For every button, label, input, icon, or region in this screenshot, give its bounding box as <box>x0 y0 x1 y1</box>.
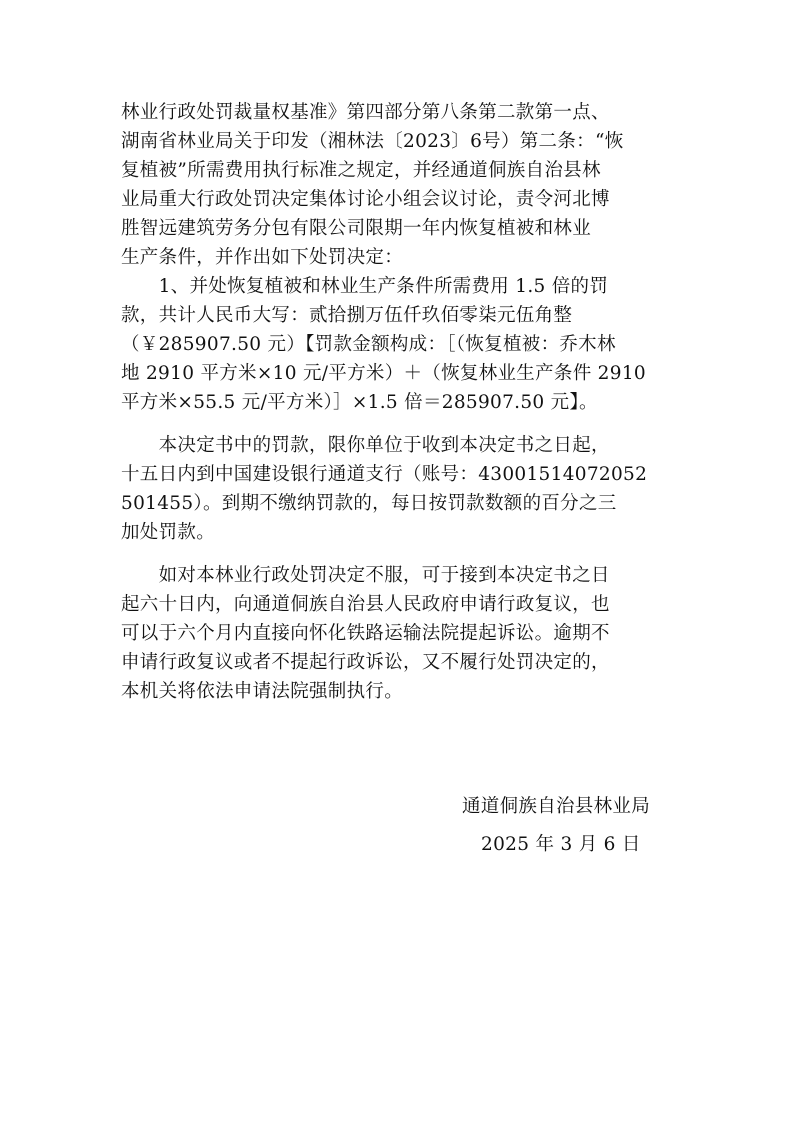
text-line: 业局重大行政处罚决定集体讨论小组会议讨论，责令河北博 <box>121 189 610 210</box>
paragraph-appeal <box>121 561 681 706</box>
text-line: 平方米×55.5 元/平方米）］×1.5 倍＝285907.50 元】。 <box>121 392 598 413</box>
issuing-authority: 通道侗族自治县林业局 <box>462 796 651 817</box>
text-line: 申请行政复议或者不提起行政诉讼，又不履行处罚决定的， <box>121 652 610 673</box>
text-line: 起六十日内，向通道侗族自治县人民政府申请行政复议，也 <box>121 594 610 615</box>
text-line: 胜智远建筑劳务分包有限公司限期一年内恢复植被和林业 <box>121 218 592 239</box>
signature-block <box>462 788 650 864</box>
text-line: 款，共计人民币大写：贰拾捌万伍仟玖佰零柒元伍角整 <box>121 305 573 326</box>
text-line: 本决定书中的罚款，限你单位于收到本决定书之日起， <box>121 435 610 456</box>
text-line: 十五日内到中国建设银行通道支行（账号：43001514072052 <box>121 464 648 485</box>
paragraph-penalty <box>121 272 681 417</box>
text-line: 生产条件，并作出如下处罚决定： <box>121 247 404 268</box>
issue-date: 2025 年 3 月 6 日 <box>481 834 641 855</box>
paragraph-payment <box>121 431 681 547</box>
text-line: 可以于六个月内直接向怀化铁路运输法院提起诉讼。逾期不 <box>121 623 610 644</box>
text-line: 501455）。到期不缴纳罚款的，每日按罚款数额的百分之三 <box>121 493 617 514</box>
text-line: 1、并处恢复植被和林业生产条件所需费用 1.5 倍的罚 <box>121 276 609 297</box>
text-line: 湖南省林业局关于印发（湘林法〔2023〕6号）第二条：“恢 <box>121 131 624 152</box>
decision-body <box>121 98 681 706</box>
paragraph-legal-basis <box>121 98 681 272</box>
paragraph-spacer <box>121 547 681 561</box>
text-line: 如对本林业行政处罚决定不服，可于接到本决定书之日 <box>121 565 610 586</box>
text-line: 地 2910 平方米×10 元/平方米）＋（恢复林业生产条件 2910 <box>121 363 646 384</box>
text-line: 加处罚款。 <box>121 522 216 543</box>
text-line: 林业行政处罚裁量权基准》第四部分第八条第二款第一点、 <box>121 102 610 123</box>
text-line: 复植被”所需费用执行标准之规定，并经通道侗族自治县林 <box>121 160 601 181</box>
paragraph-spacer <box>121 417 681 431</box>
text-line: （￥285907.50 元）【罚款金额构成：［（恢复植被：乔木林 <box>121 334 616 355</box>
text-line: 本机关将依法申请法院强制执行。 <box>121 681 404 702</box>
